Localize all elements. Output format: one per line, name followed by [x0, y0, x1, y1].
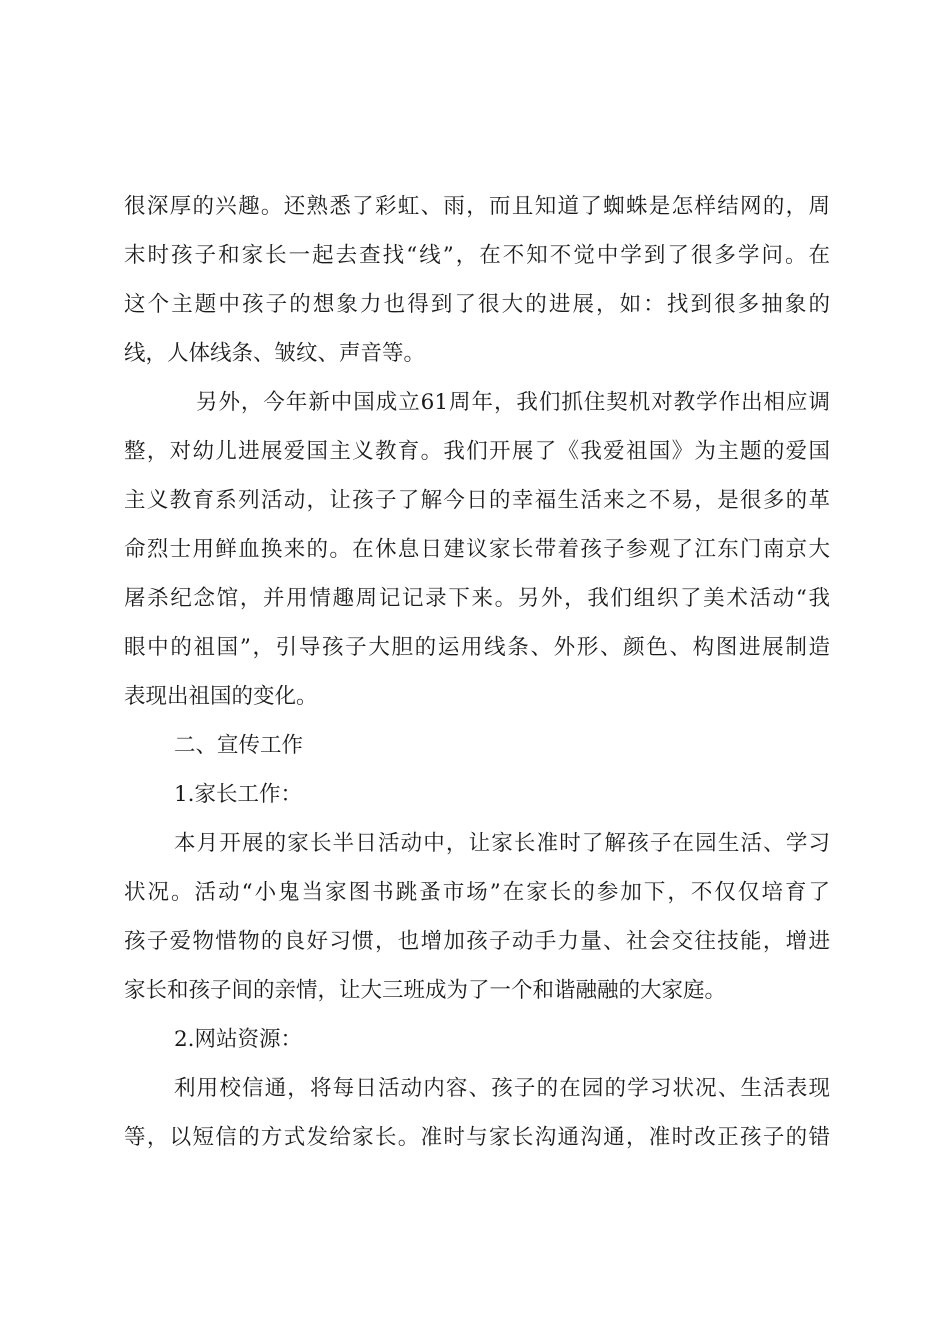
section-heading: 二、宣传工作 — [174, 733, 304, 758]
subsection-heading: 1.家长工作： — [174, 782, 303, 807]
paragraph-line: 末时孩子和家长一起去查找“线”，在不知不觉中学到了很多学问。在 — [124, 243, 830, 268]
paragraph-line: 眼中的祖国”，引导孩子大胆的运用线条、外形、颜色、构图进展制造 — [124, 635, 830, 660]
paragraph-line: 家长和孩子间的亲情，让大三班成为了一个和谐融融的大家庭。 — [124, 978, 727, 1003]
paragraph-line: 等，以短信的方式发给家长。准时与家长沟通沟通，准时改正孩子的错 — [124, 1125, 830, 1150]
paragraph-line: 这个主题中孩子的想象力也得到了很大的进展，如：找到很多抽象的 — [124, 292, 830, 317]
paragraph-line: 孩子爱物惜物的良好习惯，也增加孩子动手力量、社会交往技能，增进 — [124, 929, 830, 954]
paragraph-line: 另外，今年新中国成立61周年，我们抓住契机对教学作出相应调 — [196, 390, 830, 415]
paragraph-line: 利用校信通，将每日活动内容、孩子的在园的学习状况、生活表现 — [174, 1076, 830, 1101]
paragraph-line: 状况。活动“小鬼当家图书跳蚤市场”在家长的参加下，不仅仅培育了 — [124, 880, 830, 905]
paragraph-line: 屠杀纪念馆，并用情趣周记记录下来。另外，我们组织了美术活动“我 — [124, 586, 830, 611]
paragraph-line: 本月开展的家长半日活动中，让家长准时了解孩子在园生活、学习 — [174, 831, 830, 856]
subsection-heading: 2.网站资源： — [174, 1027, 303, 1052]
paragraph-line: 命烈士用鲜血换来的。在休息日建议家长带着孩子参观了江东门南京大 — [124, 537, 830, 562]
paragraph-line: 整，对幼儿进展爱国主义教育。我们开展了《我爱祖国》为主题的爱国 — [124, 439, 830, 464]
paragraph-line: 表现出祖国的变化。 — [124, 684, 318, 709]
paragraph-line: 很深厚的兴趣。还熟悉了彩虹、雨，而且知道了蜘蛛是怎样结网的，周 — [124, 194, 830, 219]
paragraph-line: 线，人体线条、皱纹、声音等。 — [124, 341, 426, 366]
paragraph-line: 主义教育系列活动，让孩子了解今日的幸福生活来之不易，是很多的革 — [124, 488, 830, 513]
